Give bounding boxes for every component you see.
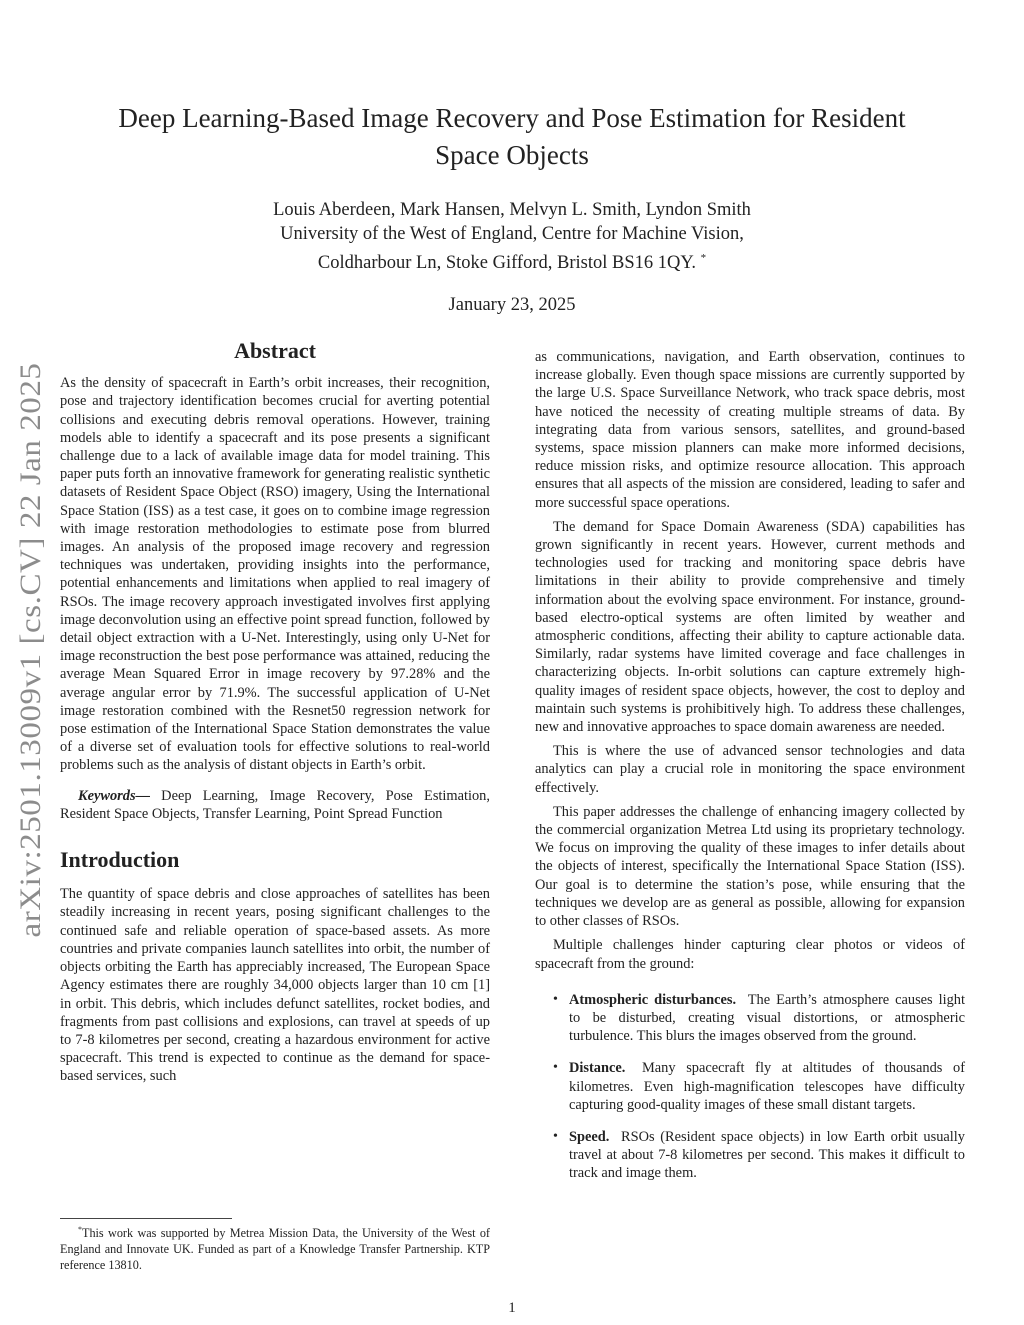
author-block xyxy=(60,198,964,275)
author-names: Louis Aberdeen, Mark Hansen, Melvyn L. Smith, Lyndon Smith xyxy=(273,200,751,220)
challenges-intro-paragraph: Multiple challenges hinder capturing clear photos or videos of spacecraft from the ground: xyxy=(535,937,965,972)
bullet-icon: • xyxy=(553,1060,558,1076)
bullet-term: Speed. xyxy=(569,1128,610,1145)
bullet-icon: • xyxy=(553,1128,558,1144)
bullet-text: Many spacecraft fly at altitudes of thousands of kilometres. Even high-magnification telescopes have difficulty capturing good-quality images of these small distant targets. xyxy=(569,1060,965,1113)
footnote xyxy=(60,1222,490,1273)
footnote-mark: * xyxy=(78,1225,82,1234)
bullet-term: Distance. xyxy=(569,1060,626,1077)
introduction-heading: Introduction xyxy=(60,847,180,873)
challenges-list xyxy=(535,991,965,1183)
list-item xyxy=(535,1128,965,1183)
title-line-2: Space Objects xyxy=(435,140,589,170)
introduction-paragraph-1: The quantity of space debris and close approaches of satellites has been steadily increasing in recent years, posing significant challenges to the continued safe and reliable operation of space-based assets. As more countries and private companies launch satellites into orbit, the number of objects orbiting the Earth has appreciably increased, The European Space Agency estimates there are roughly 34,000 objects larger than 10 cm [1] in orbit. This debris, which includes defunct satellites, rocket bodies, and fragments from past collisions and explosions, can travel at speeds of up to 7-8 kilometres per second, creating a hazardous environment for active spacecraft. This trend is expected to continue as the demand for space-based services, such xyxy=(60,886,490,1085)
right-column xyxy=(535,348,965,1197)
affiliation-footnote-mark: * xyxy=(700,252,707,264)
left-column xyxy=(60,338,490,1086)
footnote-text: This work was supported by Metrea Mission Data, the University of the West of England and Innovate UK. Funded as part of a Knowledge Transfer Partnership. KTP reference 13810. xyxy=(60,1226,490,1272)
keywords-paragraph xyxy=(60,787,490,823)
arxiv-identifier-stamp xyxy=(4,360,52,940)
sensor-paragraph: This is where the use of advanced sensor technologies and data analytics can play a crucial role in monitoring the space environment effectively. xyxy=(535,743,965,796)
introduction-continued-paragraph: as communications, navigation, and Earth observation, continues to increase globally. Even though space missions are currently supported by the large U.S. Space Surveillance Network, who track space debris, most have noticed the necessity of creating multiple streams of data. By integrating data from various sensors, satellites, and ground-based systems, space mission planners can make more informed decisions, reduce mission risks, and optimize resource allocation. This approach ensures that all aspects of the mission are considered, leading to safer and more successful space operations. xyxy=(535,349,965,511)
paper-header xyxy=(60,100,964,316)
bullet-text: RSOs (Resident space objects) in low Earth orbit usually travel at about 7-8 kilometres per second. This makes it difficult to track and image them. xyxy=(569,1128,965,1182)
sda-paragraph: The demand for Space Domain Awareness (SDA) capabilities has grown significantly in recent years. However, current methods and technologies used for tracking and monitoring space debris have limitations in their ability to provide comprehensive and timely information about the evolving space environment. For instance, ground-based electro-optical systems are often limited by weather and atmospheric conditions, affecting their ability to capture actionable data. Similarly, radar systems have limited coverage and face challenges in characterizing objects. In-orbit solutions can capture extremely high-quality images of resident space objects, however, the cost to deploy and maintain such systems is prohibitively high. To address these challenges, new and innovative approaches to space domain awareness are needed. xyxy=(535,518,965,736)
title-line-1: Deep Learning-Based Image Recovery and Pose Estimation for Resident xyxy=(118,103,906,133)
abstract-heading: Abstract xyxy=(234,338,316,363)
affiliation-address: Coldharbour Ln, Stoke Gifford, Bristol BS16 1QY. xyxy=(317,253,696,274)
paper-scope-paragraph: This paper addresses the challenge of enhancing imagery collected by the commercial organization Metrea Ltd using its proprietary technology. We focus on improving the quality of these images to infer details about the objects of interest, specifically the International Space Station (ISS). Our goal is to determine the station’s pose, while ensuring that the techniques we develop are as general as possible, allowing for expansion to other classes of RSOs. xyxy=(535,803,965,930)
footnote-rule xyxy=(60,1218,232,1219)
keywords-list: Deep Learning, Image Recovery, Pose Estimation, Resident Space Objects, Transfer Learning, Point Spread Function xyxy=(60,787,490,822)
bullet-icon: • xyxy=(553,991,558,1007)
keywords-label: Keywords— xyxy=(78,787,150,804)
affiliation-line-2 xyxy=(60,246,964,275)
bullet-term: Atmospheric disturbances. xyxy=(569,991,737,1008)
list-item xyxy=(535,991,965,1046)
bullet-text: The Earth’s atmosphere causes light to be disturbed, creating visual distortions, or atmospheric turbulence. This blurs the images observed from the ground. xyxy=(569,991,965,1045)
list-item xyxy=(535,1059,965,1114)
affiliation-line-1: University of the West of England, Centre for Machine Vision, xyxy=(280,224,744,244)
publication-date: January 23, 2025 xyxy=(448,295,576,316)
page-number: 1 xyxy=(508,1300,516,1316)
abstract-text: As the density of spacecraft in Earth’s orbit increases, their recognition, pose and trajectory identification becomes crucial for averting potential collisions and executing debris removal operations. However, training models able to identify a spacecraft and its pose presents a significant challenge due to a lack of available image data for model training. This paper puts forth an innovative framework for generating realistic synthetic datasets of Resident Space Object (RSO) imagery, Using the International Space Station (ISS) as a test case, it goes on to combine image regression with image restoration methodologies to estimate pose from blurred images. An analysis of the proposed image recovery and regression techniques was undertaken, providing insights into the performance, potential enhancements and limitations when applied to real imagery of RSOs. The image recovery approach investigated involves first applying image deconvolution using an effective point spread function, followed by detail object extraction with a U-Net. Interestingly, using only U-Net for image reconstruction the best pose performance was attained, reducing the average Mean Squared Error in image recovery by 97.28% and the average angular error by 71.9%. The successful application of U-Net image restoration combined with the Resnet50 regression network for pose estimation of the International Space Station demonstrates the value of a diverse set of evaluation tools for effective solutions to real-world problems such as the analysis of distant objects in Earth’s orbit. xyxy=(60,375,490,774)
paper-title xyxy=(60,100,964,174)
arxiv-id-text: arXiv:2501.13009v1 [cs.CV] 22 Jan 2025 xyxy=(14,415,47,938)
